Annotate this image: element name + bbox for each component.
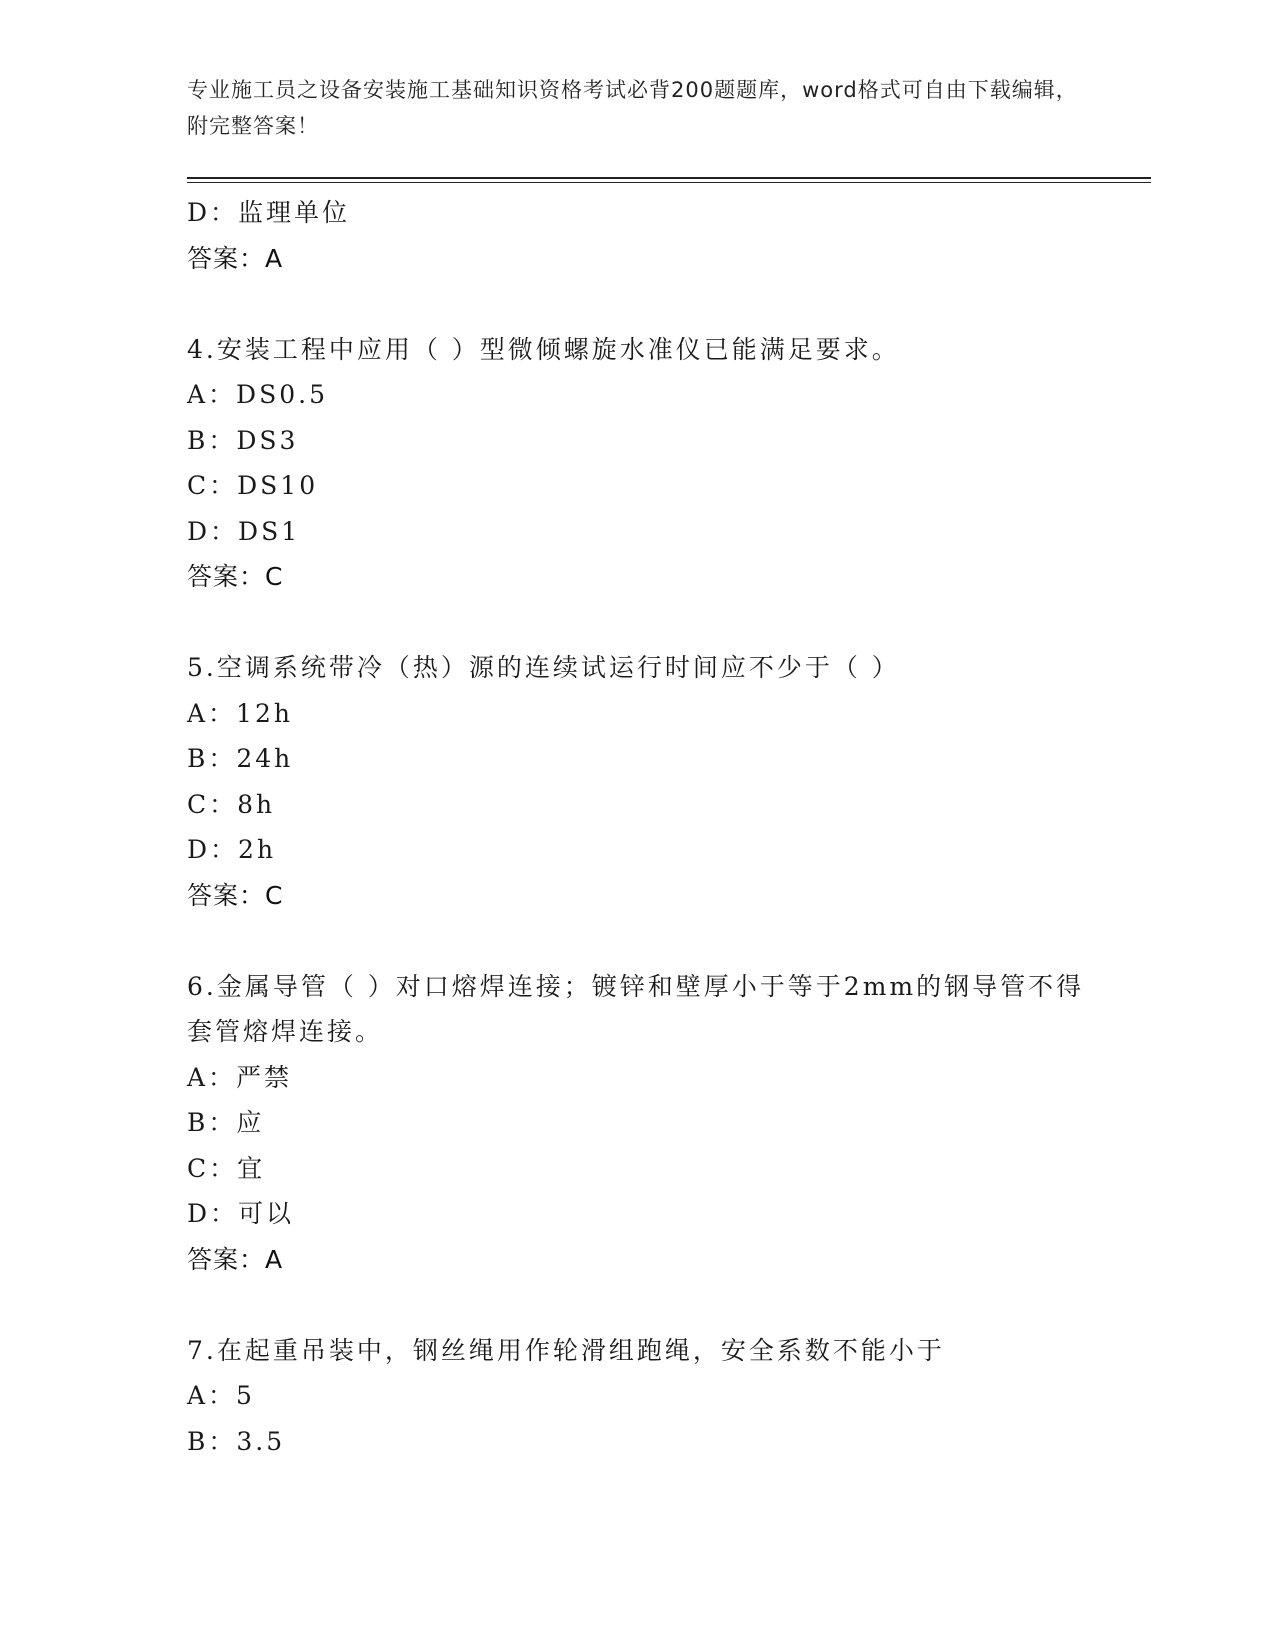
- option-a: A：严禁: [187, 1062, 293, 1092]
- question-stem: 4.安装工程中应用（ ）型微倾螺旋水准仪已能满足要求。: [187, 334, 900, 364]
- option-a: A：5: [187, 1381, 255, 1410]
- answer-line: 答案：A: [187, 1244, 284, 1274]
- answer-line: 答案：C: [187, 562, 284, 591]
- header-text: 专业施工员之设备安装施工基础知识资格考试必背200题题库，word格式可自由下载编辑，附完整答案！: [187, 78, 1078, 138]
- question-stem: 5.空调系统带冷（热）源的连续试运行时间应不少于（ ）: [187, 653, 900, 682]
- spacer: [187, 918, 1087, 964]
- spacer: [187, 281, 1087, 327]
- option-d: D：DS1: [187, 516, 301, 546]
- question-stem: 6.金属导管（ ）对口熔焊连接；镀锌和壁厚小于等于2mm的钢导管不得套管熔焊连接。: [187, 971, 1085, 1046]
- option-a: A：DS0.5: [187, 380, 328, 409]
- spacer: [187, 1282, 1087, 1328]
- answer-line: 答案：C: [187, 880, 284, 910]
- option-b: B：24h: [187, 744, 294, 773]
- option-b: B：DS3: [187, 425, 299, 455]
- spacer: [187, 600, 1087, 646]
- option-c: C：8h: [187, 789, 276, 819]
- option-d: D：监理单位: [187, 198, 351, 227]
- answer-line: 答案：A: [187, 243, 284, 273]
- header-rule-thick: [187, 177, 1151, 179]
- option-d: D：可以: [187, 1199, 295, 1228]
- option-b: B：3.5: [187, 1426, 286, 1456]
- question-list: [187, 190, 1087, 1464]
- option-b: B：应: [187, 1108, 265, 1137]
- option-c: C：DS10: [187, 471, 319, 500]
- document-header: [187, 72, 1087, 144]
- question-stem: 7.在起重吊装中，钢丝绳用作轮滑组跑绳，安全系数不能小于: [187, 1335, 945, 1365]
- header-rule-thin: [187, 182, 1151, 183]
- option-c: C：宜: [187, 1153, 266, 1183]
- option-d: D：2h: [187, 835, 277, 864]
- option-a: A：12h: [187, 698, 293, 728]
